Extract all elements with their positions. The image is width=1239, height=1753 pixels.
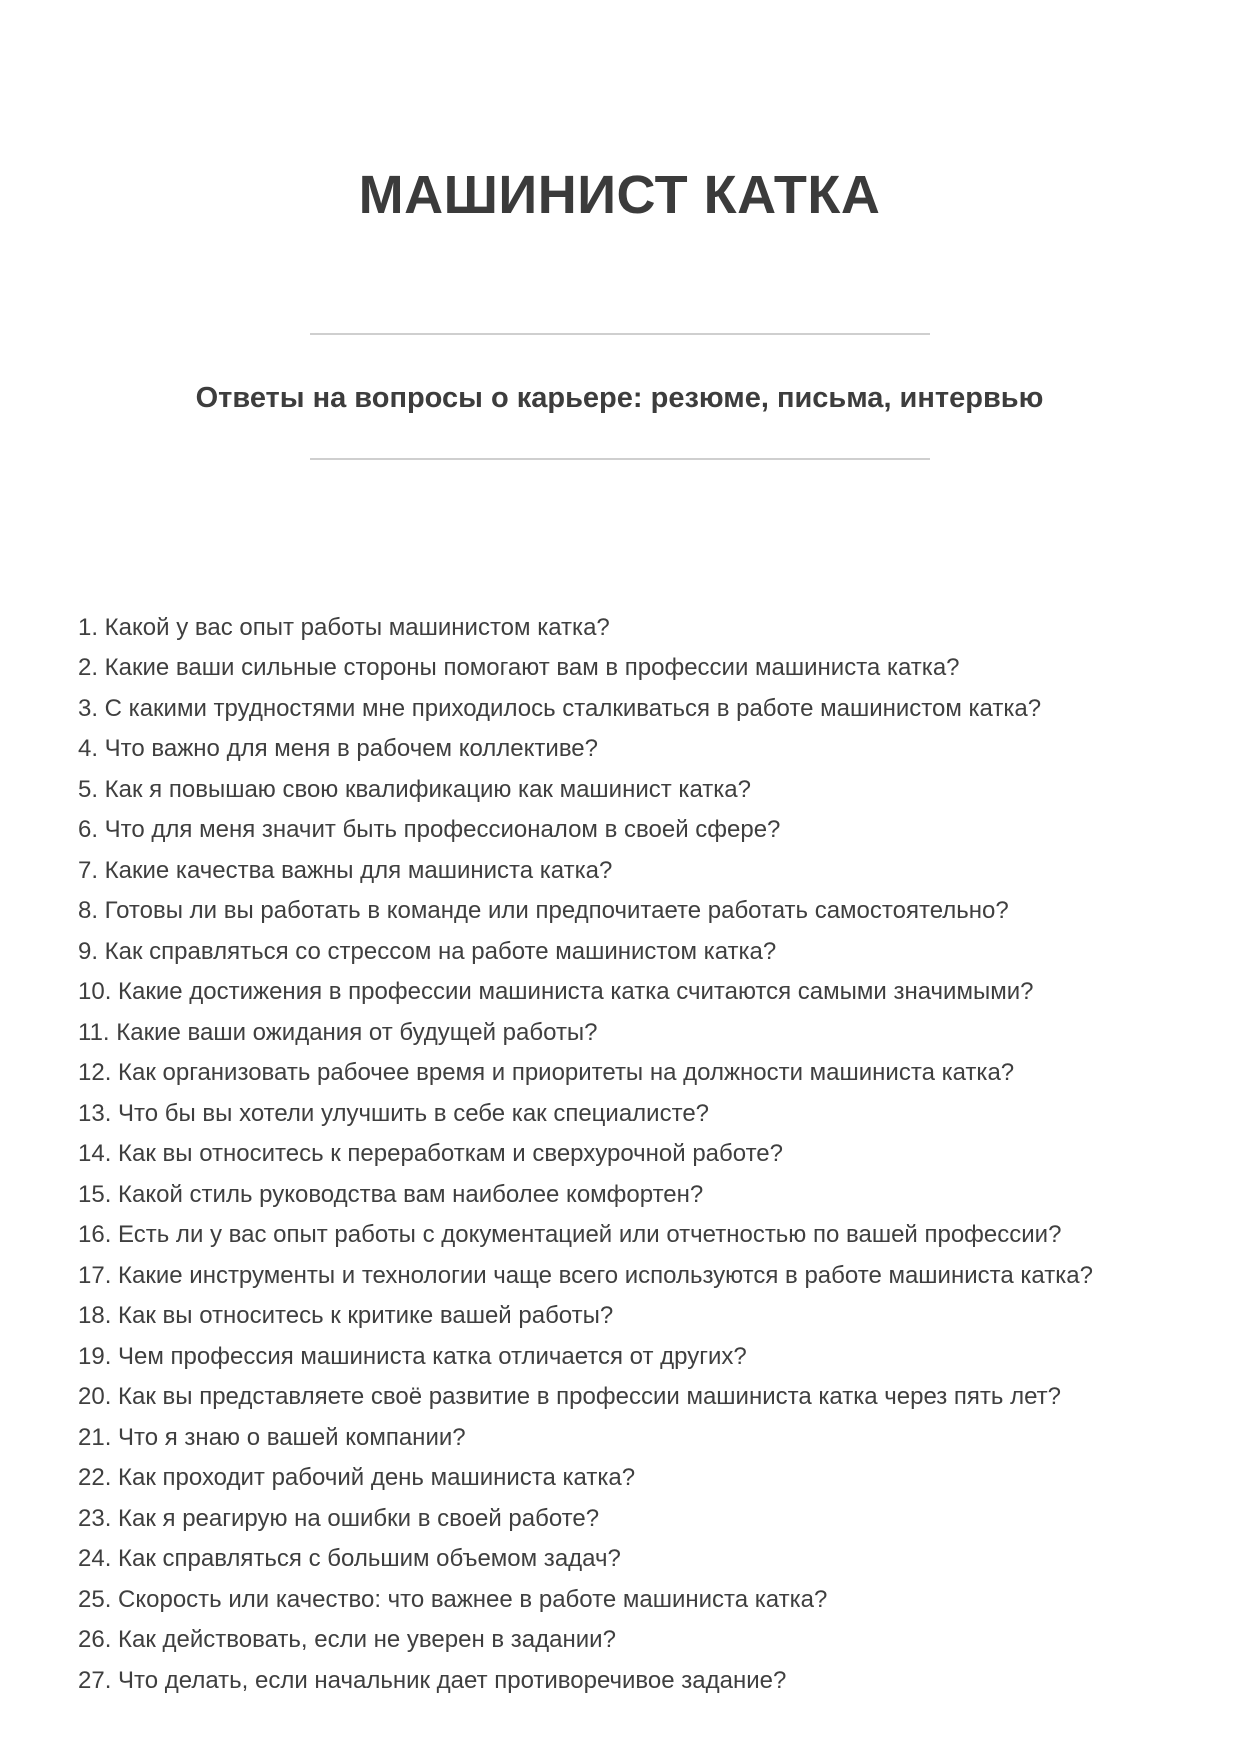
question-item: 24. Как справляться с большим объемом задач? (78, 1545, 621, 1573)
question-item: 27. Что делать, если начальник дает противоречивое задание? (78, 1666, 787, 1694)
page-title: МАШИНИСТ КАТКА (358, 165, 881, 225)
question-item: 11. Какие ваши ожидания от будущей работы? (78, 1018, 598, 1046)
question-item: 2. Какие ваши сильные стороны помогают вам в профессии машиниста катка? (78, 654, 960, 682)
question-item: 26. Как действовать, если не уверен в задании? (78, 1626, 616, 1654)
divider-bottom (310, 458, 930, 460)
question-item: 7. Какие качества важны для машиниста катка? (78, 856, 613, 884)
question-item: 20. Как вы представляете своё развитие в профессии машиниста катка через пять лет? (78, 1383, 1061, 1411)
question-item: 22. Как проходит рабочий день машиниста катка? (78, 1464, 636, 1492)
question-item: 21. Что я знаю о вашей компании? (78, 1423, 466, 1451)
question-item: 5. Как я повышаю свою квалификацию как машинист катка? (78, 775, 751, 803)
question-item: 25. Скорость или качество: что важнее в работе машиниста катка? (78, 1585, 828, 1613)
divider-top (310, 333, 930, 335)
question-item: 3. С какими трудностями мне приходилось сталкиваться в работе машинистом катка? (78, 694, 1042, 722)
question-item: 4. Что важно для меня в рабочем коллективе? (78, 735, 598, 763)
question-item: 19. Чем профессия машиниста катка отличается от других? (78, 1342, 747, 1370)
question-item: 17. Какие инструменты и технологии чаще всего используются в работе машиниста катка? (78, 1261, 1093, 1289)
question-item: 6. Что для меня значит быть профессионалом в своей сфере? (78, 816, 781, 844)
question-item: 23. Как я реагирую на ошибки в своей работе? (78, 1504, 600, 1532)
question-item: 13. Что бы вы хотели улучшить в себе как специалисте? (78, 1099, 710, 1127)
question-item: 12. Как организовать рабочее время и приоритеты на должности машиниста катка? (78, 1059, 1015, 1087)
question-item: 16. Есть ли у вас опыт работы с документацией или отчетностью по вашей профессии? (78, 1221, 1062, 1249)
question-item: 9. Как справляться со стрессом на работе машинистом катка? (78, 937, 777, 965)
questions-list (0, 608, 1239, 1702)
question-item: 1. Какой у вас опыт работы машинистом катка? (78, 613, 610, 641)
question-item: 10. Какие достижения в профессии машиниста катка считаются самыми значимыми? (78, 978, 1034, 1006)
question-item: 15. Какой стиль руководства вам наиболее комфортен? (78, 1180, 704, 1208)
question-item: 14. Как вы относитесь к переработкам и сверхурочной работе? (78, 1140, 783, 1168)
document-page (0, 165, 1239, 1753)
question-item: 8. Готовы ли вы работать в команде или предпочитаете работать самостоятельно? (78, 897, 1009, 925)
question-item: 18. Как вы относитесь к критике вашей работы? (78, 1302, 614, 1330)
page-subtitle: Ответы на вопросы о карьере: резюме, письма, интервью (195, 382, 1044, 414)
